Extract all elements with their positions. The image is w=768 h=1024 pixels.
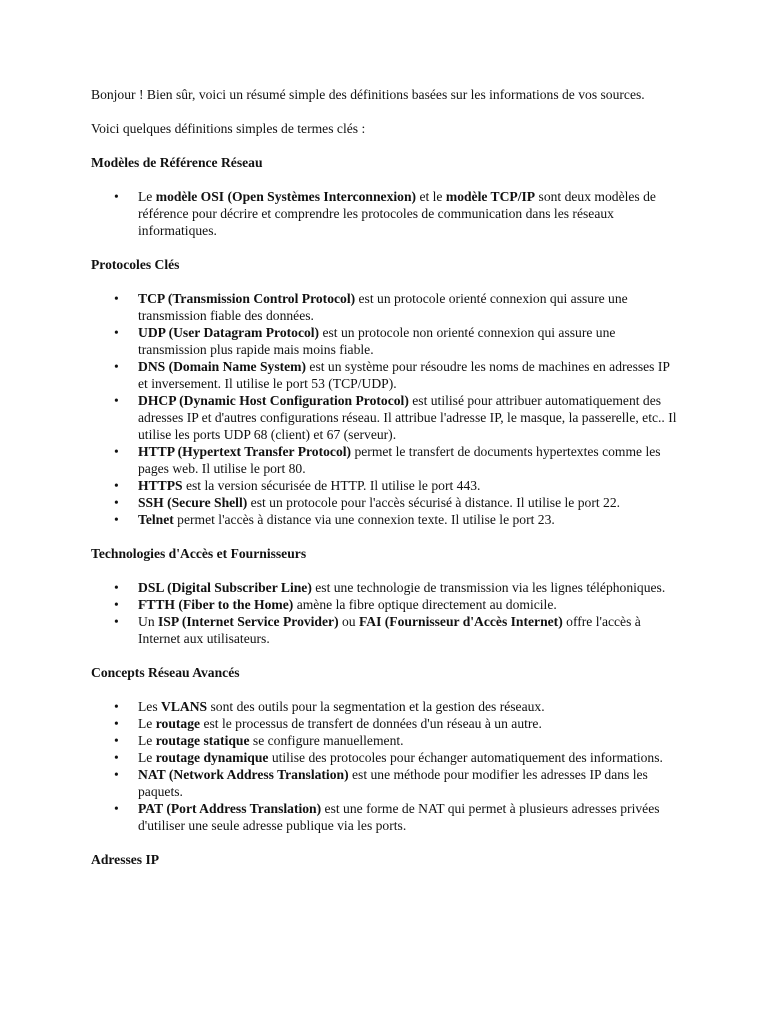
term-bold: FAI (Fournisseur d'Accès Internet)	[358, 614, 563, 629]
bullet-icon: •	[114, 767, 119, 782]
item-text: Les	[138, 699, 162, 714]
term-bold: SSH (Secure Shell)	[138, 495, 248, 510]
bullet-icon: •	[114, 597, 119, 612]
item-text: utilise des protocoles pour échanger automatiquement des informations.	[268, 750, 663, 765]
term-bold: routage dynamique	[155, 750, 269, 765]
list-item	[91, 715, 681, 732]
section-heading: Modèles de Référence Réseau	[91, 155, 263, 170]
bullet-icon: •	[114, 580, 119, 595]
item-text: sont deux modèles de référence pour décrire et comprendre les protocoles de communication dans les réseaux informatiques.	[138, 189, 656, 238]
term-bold: DNS (Domain Name System)	[138, 359, 307, 374]
term-bold: PAT (Port Address Translation)	[138, 801, 322, 816]
bullet-icon: •	[114, 733, 119, 748]
list-item	[91, 579, 681, 596]
term-bold: modèle OSI (Open Systèmes Interconnexion)	[155, 189, 417, 204]
item-text: se configure manuellement.	[249, 733, 404, 748]
term-bold: VLANS	[161, 699, 208, 714]
list-item	[91, 800, 681, 834]
bullet-icon: •	[114, 325, 119, 340]
intro-lead: Voici quelques définitions simples de termes clés :	[91, 121, 366, 136]
term-bold: NAT (Network Address Translation)	[138, 767, 349, 782]
item-text: Un	[138, 614, 159, 629]
item-text: est une méthode pour modifier les adresses IP dans les paquets.	[138, 767, 648, 799]
list-item	[91, 494, 681, 511]
item-text: et le	[416, 189, 446, 204]
bullet-icon: •	[114, 495, 119, 510]
term-bold: FTTH (Fiber to the Home)	[138, 597, 294, 612]
item-text: est la version sécurisée de HTTP. Il utilise le port 443.	[182, 478, 481, 493]
item-text: permet l'accès à distance via une connexion texte. Il utilise le port 23.	[173, 512, 555, 527]
list-item	[91, 698, 681, 715]
bullet-icon: •	[114, 614, 119, 629]
list-item	[91, 443, 681, 477]
item-text: offre l'accès à Internet aux utilisateurs.	[138, 614, 641, 646]
list-item	[91, 766, 681, 800]
item-text: Le	[138, 733, 156, 748]
list-item	[91, 613, 681, 647]
term-bold: TCP (Transmission Control Protocol)	[138, 291, 356, 306]
item-text: est une technologie de transmission via les lignes téléphoniques.	[311, 580, 666, 595]
bullet-icon: •	[114, 801, 119, 816]
list-item	[91, 749, 681, 766]
list-item	[91, 732, 681, 749]
bullet-list	[91, 188, 681, 239]
section-heading: Concepts Réseau Avancés	[91, 665, 240, 680]
item-text: ou	[338, 614, 359, 629]
item-text: amène la fibre optique directement au domicile.	[293, 597, 557, 612]
list-item	[91, 290, 681, 324]
list-item	[91, 188, 681, 239]
item-text: est un protocole orienté connexion qui assure une transmission fiable des données.	[138, 291, 628, 323]
bullet-icon: •	[114, 478, 119, 493]
bullet-icon: •	[114, 716, 119, 731]
item-text: Le	[138, 750, 156, 765]
item-text: sont des outils pour la segmentation et la gestion des réseaux.	[207, 699, 545, 714]
item-text: Le	[138, 189, 156, 204]
bullet-icon: •	[114, 750, 119, 765]
bullet-list	[91, 698, 681, 834]
bullet-list	[91, 290, 681, 528]
section-heading: Protocoles Clés	[91, 257, 180, 272]
term-bold: Telnet	[138, 512, 174, 527]
term-bold: UDP (User Datagram Protocol)	[138, 325, 320, 340]
bullet-icon: •	[114, 359, 119, 374]
list-item	[91, 392, 681, 443]
term-bold: DHCP (Dynamic Host Configuration Protocol)	[138, 393, 409, 408]
item-text: est une forme de NAT qui permet à plusieurs adresses privées d'utiliser une seule adresse publique via les ports.	[138, 801, 660, 833]
list-item	[91, 324, 681, 358]
item-text: permet le transfert de documents hypertextes comme les pages web. Il utilise le port 80.	[138, 444, 661, 476]
item-text: Le	[138, 716, 156, 731]
sections-container	[91, 154, 681, 868]
section-heading: Adresses IP	[91, 852, 160, 867]
term-bold: ISP (Internet Service Provider)	[158, 614, 339, 629]
term-bold: HTTPS	[138, 478, 183, 493]
term-bold: modèle TCP/IP	[445, 189, 536, 204]
item-text: est un protocole non orienté connexion qui assure une transmission plus rapide mais moins fiable.	[138, 325, 616, 357]
term-bold: HTTP (Hypertext Transfer Protocol)	[138, 444, 352, 459]
list-item	[91, 477, 681, 494]
item-text: est le processus de transfert de données d'un réseau à un autre.	[200, 716, 542, 731]
intro-paragraph: Bonjour ! Bien sûr, voici un résumé simple des définitions basées sur les informations de vos sources.	[91, 87, 645, 102]
list-item	[91, 596, 681, 613]
bullet-icon: •	[114, 291, 119, 306]
term-bold: DSL (Digital Subscriber Line)	[138, 580, 312, 595]
bullet-icon: •	[114, 512, 119, 527]
item-text: est un système pour résoudre les noms de machines en adresses IP et inversement. Il utilise le port 53 (TCP/UDP).	[138, 359, 670, 391]
bullet-list	[91, 579, 681, 647]
term-bold: routage	[155, 716, 201, 731]
term-bold: routage statique	[155, 733, 250, 748]
bullet-icon: •	[114, 444, 119, 459]
bullet-icon: •	[114, 699, 119, 714]
item-text: est utilisé pour attribuer automatiquement des adresses IP et d'autres configurations réseau. Il attribue l'adresse IP, le masque, la passerelle, etc.. Il utilise les ports UDP 68 (client) et 67 (serveur).	[138, 393, 677, 442]
list-item	[91, 511, 681, 528]
bullet-icon: •	[114, 393, 119, 408]
item-text: est un protocole pour l'accès sécurisé à distance. Il utilise le port 22.	[247, 495, 621, 510]
document-body	[91, 86, 681, 885]
bullet-icon: •	[114, 189, 119, 204]
list-item	[91, 358, 681, 392]
section-heading: Technologies d'Accès et Fournisseurs	[91, 546, 307, 561]
